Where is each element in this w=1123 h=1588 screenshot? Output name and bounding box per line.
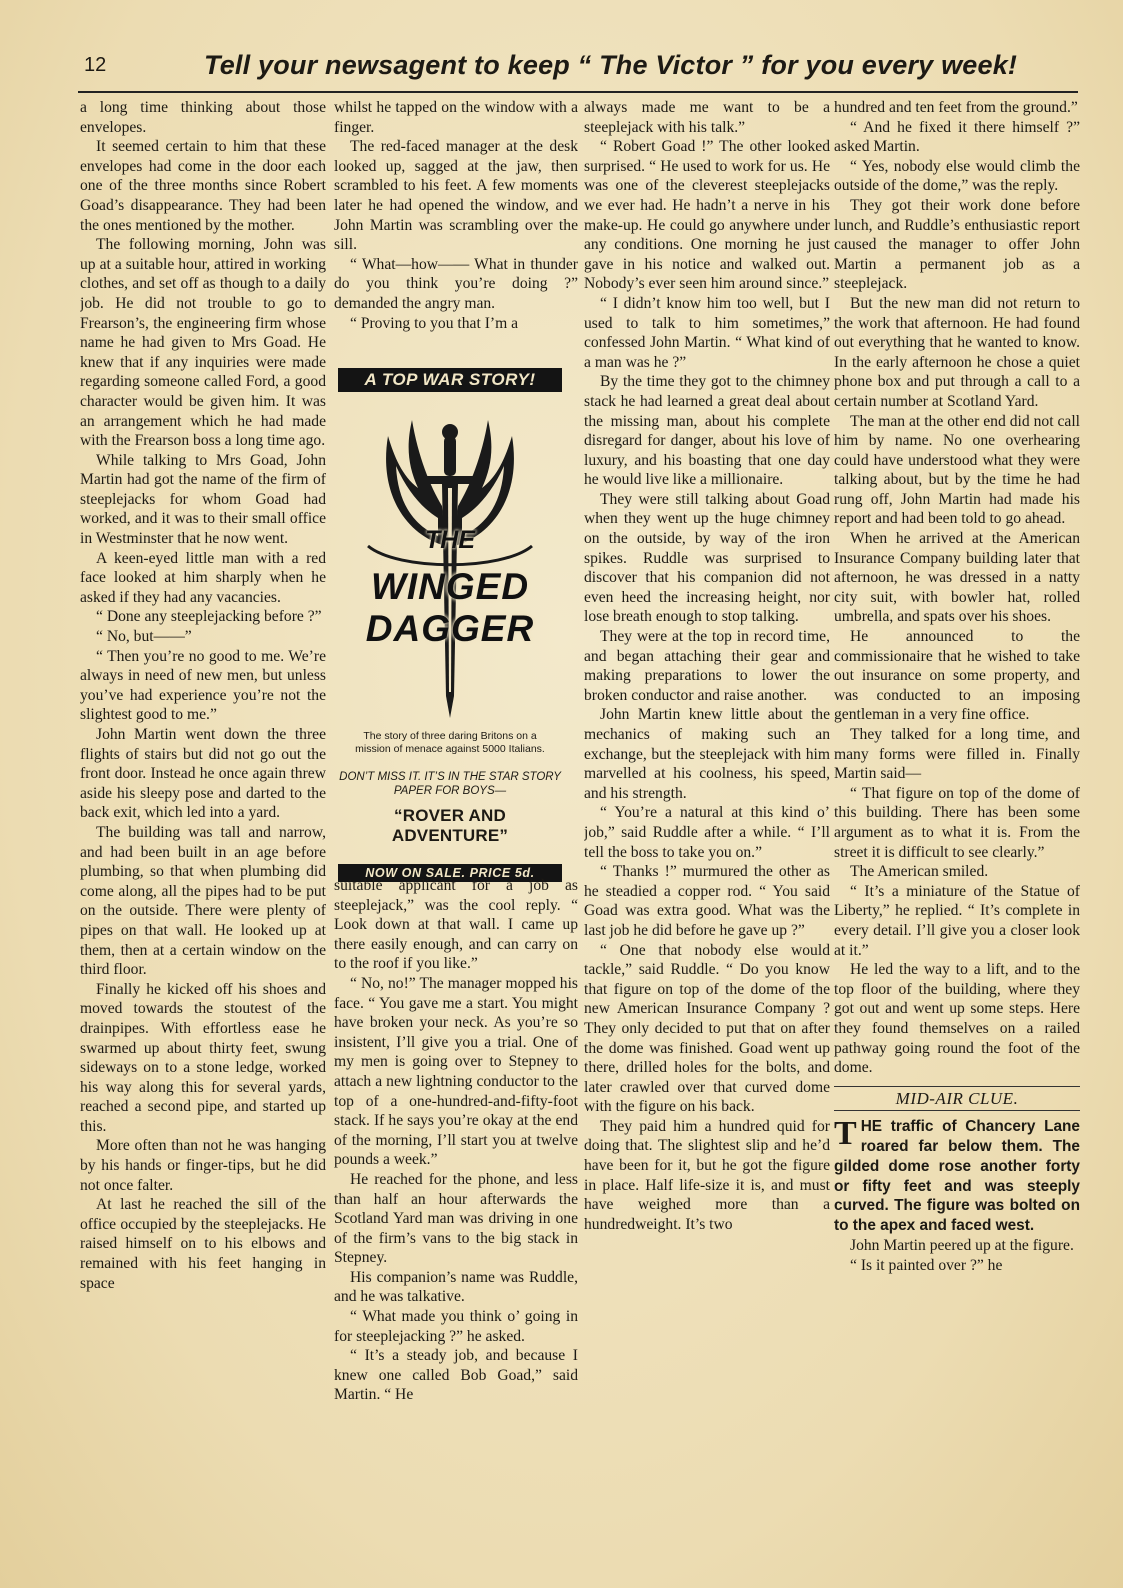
paragraph: “ You’re a natural at this kind o’ job,” said Ruddle after a while. “ I’ll tell the boss to take you on.” [584, 804, 830, 861]
paragraph: When he arrived at the American Insurance Company building later that afternoon, he was dressed in a natty city suit, with bowler hat, rolled umbrella, and spats over his shoes. [834, 530, 1080, 626]
paragraph: The red-faced manager at the desk looked up, sagged at the jaw, then scrambled to his feet. A few moments later he had opened the window, and John Martin was scrambling over the sill. [334, 138, 578, 254]
paragraph: “ It’s a steady job, and because I knew one called Bob Goad,” said Martin. “ He [334, 1347, 578, 1404]
paragraph: “ One that nobody else would tackle,” said Ruddle. “ Do you know that figure on top of the dome of the new American Insurance Company ? They only decided to put that on after the dome was finished. Goad went up there, drilled holes for the bolts, and later crawled over that curved dome with the figure on his back. [584, 941, 830, 1116]
story-column-2-top [334, 98, 578, 360]
paragraph: “ I didn’t know him too well, but I used to talk to him sometimes,” confessed John Martin. “ What kind of a man was he ?” [584, 294, 830, 371]
paragraph: “ Proving to you that I’m a [350, 314, 519, 332]
paragraph: The American smiled. [850, 863, 989, 881]
ad-title-line1: WINGED [370, 566, 530, 607]
paragraph: It seemed certain to him that these envelopes had come in the door each one of the three months since Robert Goad’s disappearance. They had been the ones mentioned by the mother. [80, 138, 326, 234]
paragraph: always made me want to be a steeplejack with his talk.” [584, 99, 830, 136]
paragraph: More often than not he was hanging by his hands or finger-tips, but he did not once falter. [80, 1137, 326, 1194]
ad-banner: A TOP WAR STORY! [338, 368, 562, 392]
story-column-4 [834, 98, 1080, 1528]
bold-lead-paragraph [834, 1117, 1080, 1236]
ad-call-to-action: DON’T MISS IT. IT’S IN THE STAR STORY PAPER FOR BOYS— [339, 771, 561, 797]
drop-cap: T [834, 1115, 857, 1153]
paragraph: “ No, but——” [96, 628, 192, 646]
paragraph: John Martin peered up at the figure. [850, 1237, 1074, 1255]
paragraph: a long time thinking about those envelopes. [80, 99, 326, 136]
paragraph: They talked for a long time, and many forms were filled in. Finally Martin said— [834, 726, 1080, 783]
paragraph: But the new man did not return to the work that afternoon. He had found out everything that he wanted to know. In the early afternoon he chose a quiet phone box and put through a call to a certain number at Scotland Yard. [834, 294, 1080, 410]
page-header [78, 48, 1078, 94]
paragraph: “ What—how—— What in thunder do you think you’re doing ?” demanded the angry man. [334, 255, 578, 312]
paragraph: “ It’s a miniature of the Statue of Liberty,” he replied. “ It’s complete in every detail. I’ll give you a closer look at it.” [834, 882, 1080, 959]
paragraph: “ Yes, nobody else would climb the outside of the dome,” was the reply. [834, 157, 1080, 195]
paragraph: He reached for the phone, and less than half an hour afterwards the Scotland Yard man was driving in one of the firm’s vans to the big stack in Stepney. [334, 1170, 578, 1267]
paragraph: “ No, no!” The manager mopped his face. “ You gave me a start. You might have broken your neck. As you’re so insistent, I’ll give you a trial. One of my men is going over to Stepney to attach a new lightning conductor to the top of a one-hundred-and-fifty-foot stack. If he says you’re okay at the end of the morning, I’ll start you at twelve pounds a week.” [334, 974, 578, 1169]
paragraph: The following morning, John was up at a suitable hour, attired in working clothes, and set off as though to a daily job. He did not trouble to go to Frearson’s, the engineering firm whose name he had given to Mrs Goad. He knew that if any inquiries were made regarding someone called Ford, a good character would be given him. It was an arrangement which he had made with the Frearson boss a long time ago. [80, 236, 326, 450]
paragraph: They were at the top in record time, and began attaching their gear and making preparations to lower the broken conductor and raise another. [584, 628, 830, 704]
paragraph: John Martin went down the three flights of stairs but did not go out the front door. Instead he once again threw aside his sleepy pose and darted to the back exit, which led into a yard. [80, 726, 326, 822]
page-number: 12 [84, 54, 107, 76]
paragraph: John Martin knew little about the mechanics of making such an exchange, but the steeplejack with him marvelled at his coolness, his speed, and his strength. [584, 706, 830, 802]
header-tagline: Tell your newsagent to keep “ The Victor ” for you every week! [204, 50, 1018, 80]
paragraph: “ And he fixed it there himself ?” asked Martin. [834, 118, 1080, 156]
paragraph: Finally he kicked off his shoes and moved towards the stoutest of the drainpipes. With effortless ease he swarmed up about thirty feet, swung sideways on to a stone ledge, worked his way along this for several yards, reached a second pipe, and started up this. [80, 980, 326, 1135]
paragraph: While talking to Mrs Goad, John Martin had got the name of the firm of steeplejacks for whom Goad had worked, and it was to their small office in Westminster that he now went. [80, 451, 326, 548]
paragraph: The man at the other end did not call him by name. No one overhearing could have understood what they were talking about, but by the time he had rung off, John Martin had made his report and had been told to go ahead. [834, 412, 1080, 528]
section-subhead: MID-AIR CLUE. [834, 1086, 1080, 1112]
paragraph: “ Robert Goad !” The other looked surprised. “ He used to work for us. He was one of the cleverest steeplejacks we ever had. He hadn’t a nerve in his make-up. He could go anywhere under any conditions. One morning he just gave in his notice and walked out. Nobody’s ever seen him around since.” [584, 138, 830, 293]
ad-title [338, 566, 562, 650]
paragraph: whilst he tapped on the window with a finger. [334, 99, 578, 136]
paragraph: “ Done any steeplejacking before ?” [96, 608, 322, 626]
bold-lead-text: HE traffic of Chancery Lane roared far below them. The gilded dome rose another forty or fifty feet and was steeply curved. The figure was bolted on to the apex and faced west. [834, 1118, 1080, 1235]
paragraph: “ What made you think o’ going in for steeplejacking ?” he asked. [334, 1308, 578, 1345]
paragraph: The building was tall and narrow, and had been built in an age before plumbing, so that when plumbing did come along, all the pipes had to be put on the outside. There were plenty of pipes on that wall. He looked up at them, then at a certain window on the third floor. [80, 823, 326, 979]
ad-artwork [338, 396, 562, 726]
ad-paper-name: “ROVER AND ADVENTURE” [391, 806, 509, 845]
paragraph: They paid him a hundred quid for doing that. The slightest slip and he’d have been for it, but he got the figure in place. Half life-size it is, and must have weighed more than a hundredweight. It’s two [584, 1117, 830, 1233]
advertisement [338, 368, 562, 880]
ad-title-the: THE [425, 526, 475, 554]
paragraph: By the time they got to the chimney stack he had learned a great deal about the missing man, about his complete disregard for danger, about his love of luxury, and his boasting that one day he would live like a millionaire. [584, 373, 830, 489]
paragraph: They got their work done before lunch, and Ruddle’s enthusiastic report caused the manager to offer John Martin a permanent job as a steeplejack. [834, 196, 1080, 293]
winged-dagger-icon [338, 396, 562, 726]
paragraph: “ Thanks !” murmured the other as he steadied a copper rod. “ You said Goad was extra good. What was the last job he did before he gave up ?” [584, 863, 830, 939]
paragraph: They were still talking about Goad when they went up the huge chimney on the outside, by way of the iron spikes. Ruddle was surprised to discover that his companion did not even heed the increasing height, nor lose breath enough to stop talking. [584, 490, 830, 626]
ad-blurb: The story of three daring Britons on a mission of menace against 5000 Italians. [355, 730, 545, 755]
paragraph: He led the way to a lift, and to the top floor of the building, where they got out and went up some steps. Here they found themselves on a railed pathway going round the foot of the dome. [834, 961, 1080, 1077]
paragraph: He announced to the commissionaire that he wished to take out insurance on some property, and was conducted to an imposing gentleman in a very fine office. [834, 628, 1080, 724]
ad-sale-banner: NOW ON SALE. PRICE 5d. [338, 864, 562, 882]
story-column-1 [80, 98, 326, 1528]
paragraph: suitable applicant for a job as steeplejack,” was the cool reply. “ Look down at that wall. I came up there easily enough, and can carry on to the roof if you like.” [334, 877, 578, 973]
paragraph: “ Then you’re no good to me. We’re always in need of new men, but unless you’ve had experience you’re not the slightest good to me.” [80, 647, 326, 724]
story-column-2-bottom [334, 876, 578, 1526]
paragraph: hundred and ten feet from the ground.” [834, 99, 1078, 116]
paragraph: His companion’s name was Ruddle, and he was talkative. [334, 1268, 578, 1306]
paragraph: “ That figure on top of the dome of this building. There has been some argument as to what it is. From the street it is difficult to see clearly.” [834, 784, 1080, 861]
header-rule [78, 91, 1078, 93]
paragraph: A keen-eyed little man with a red face looked at him sharply when he asked if they had any vacancies. [80, 549, 326, 606]
ad-title-line2: DAGGER [365, 608, 535, 649]
paragraph: “ Is it painted over ?” he [850, 1256, 1003, 1274]
paragraph: At last he reached the sill of the office occupied by the steeplejacks. He raised himself on to his elbows and remained with his feet hanging in space [80, 1196, 326, 1292]
story-column-3 [584, 98, 830, 1528]
